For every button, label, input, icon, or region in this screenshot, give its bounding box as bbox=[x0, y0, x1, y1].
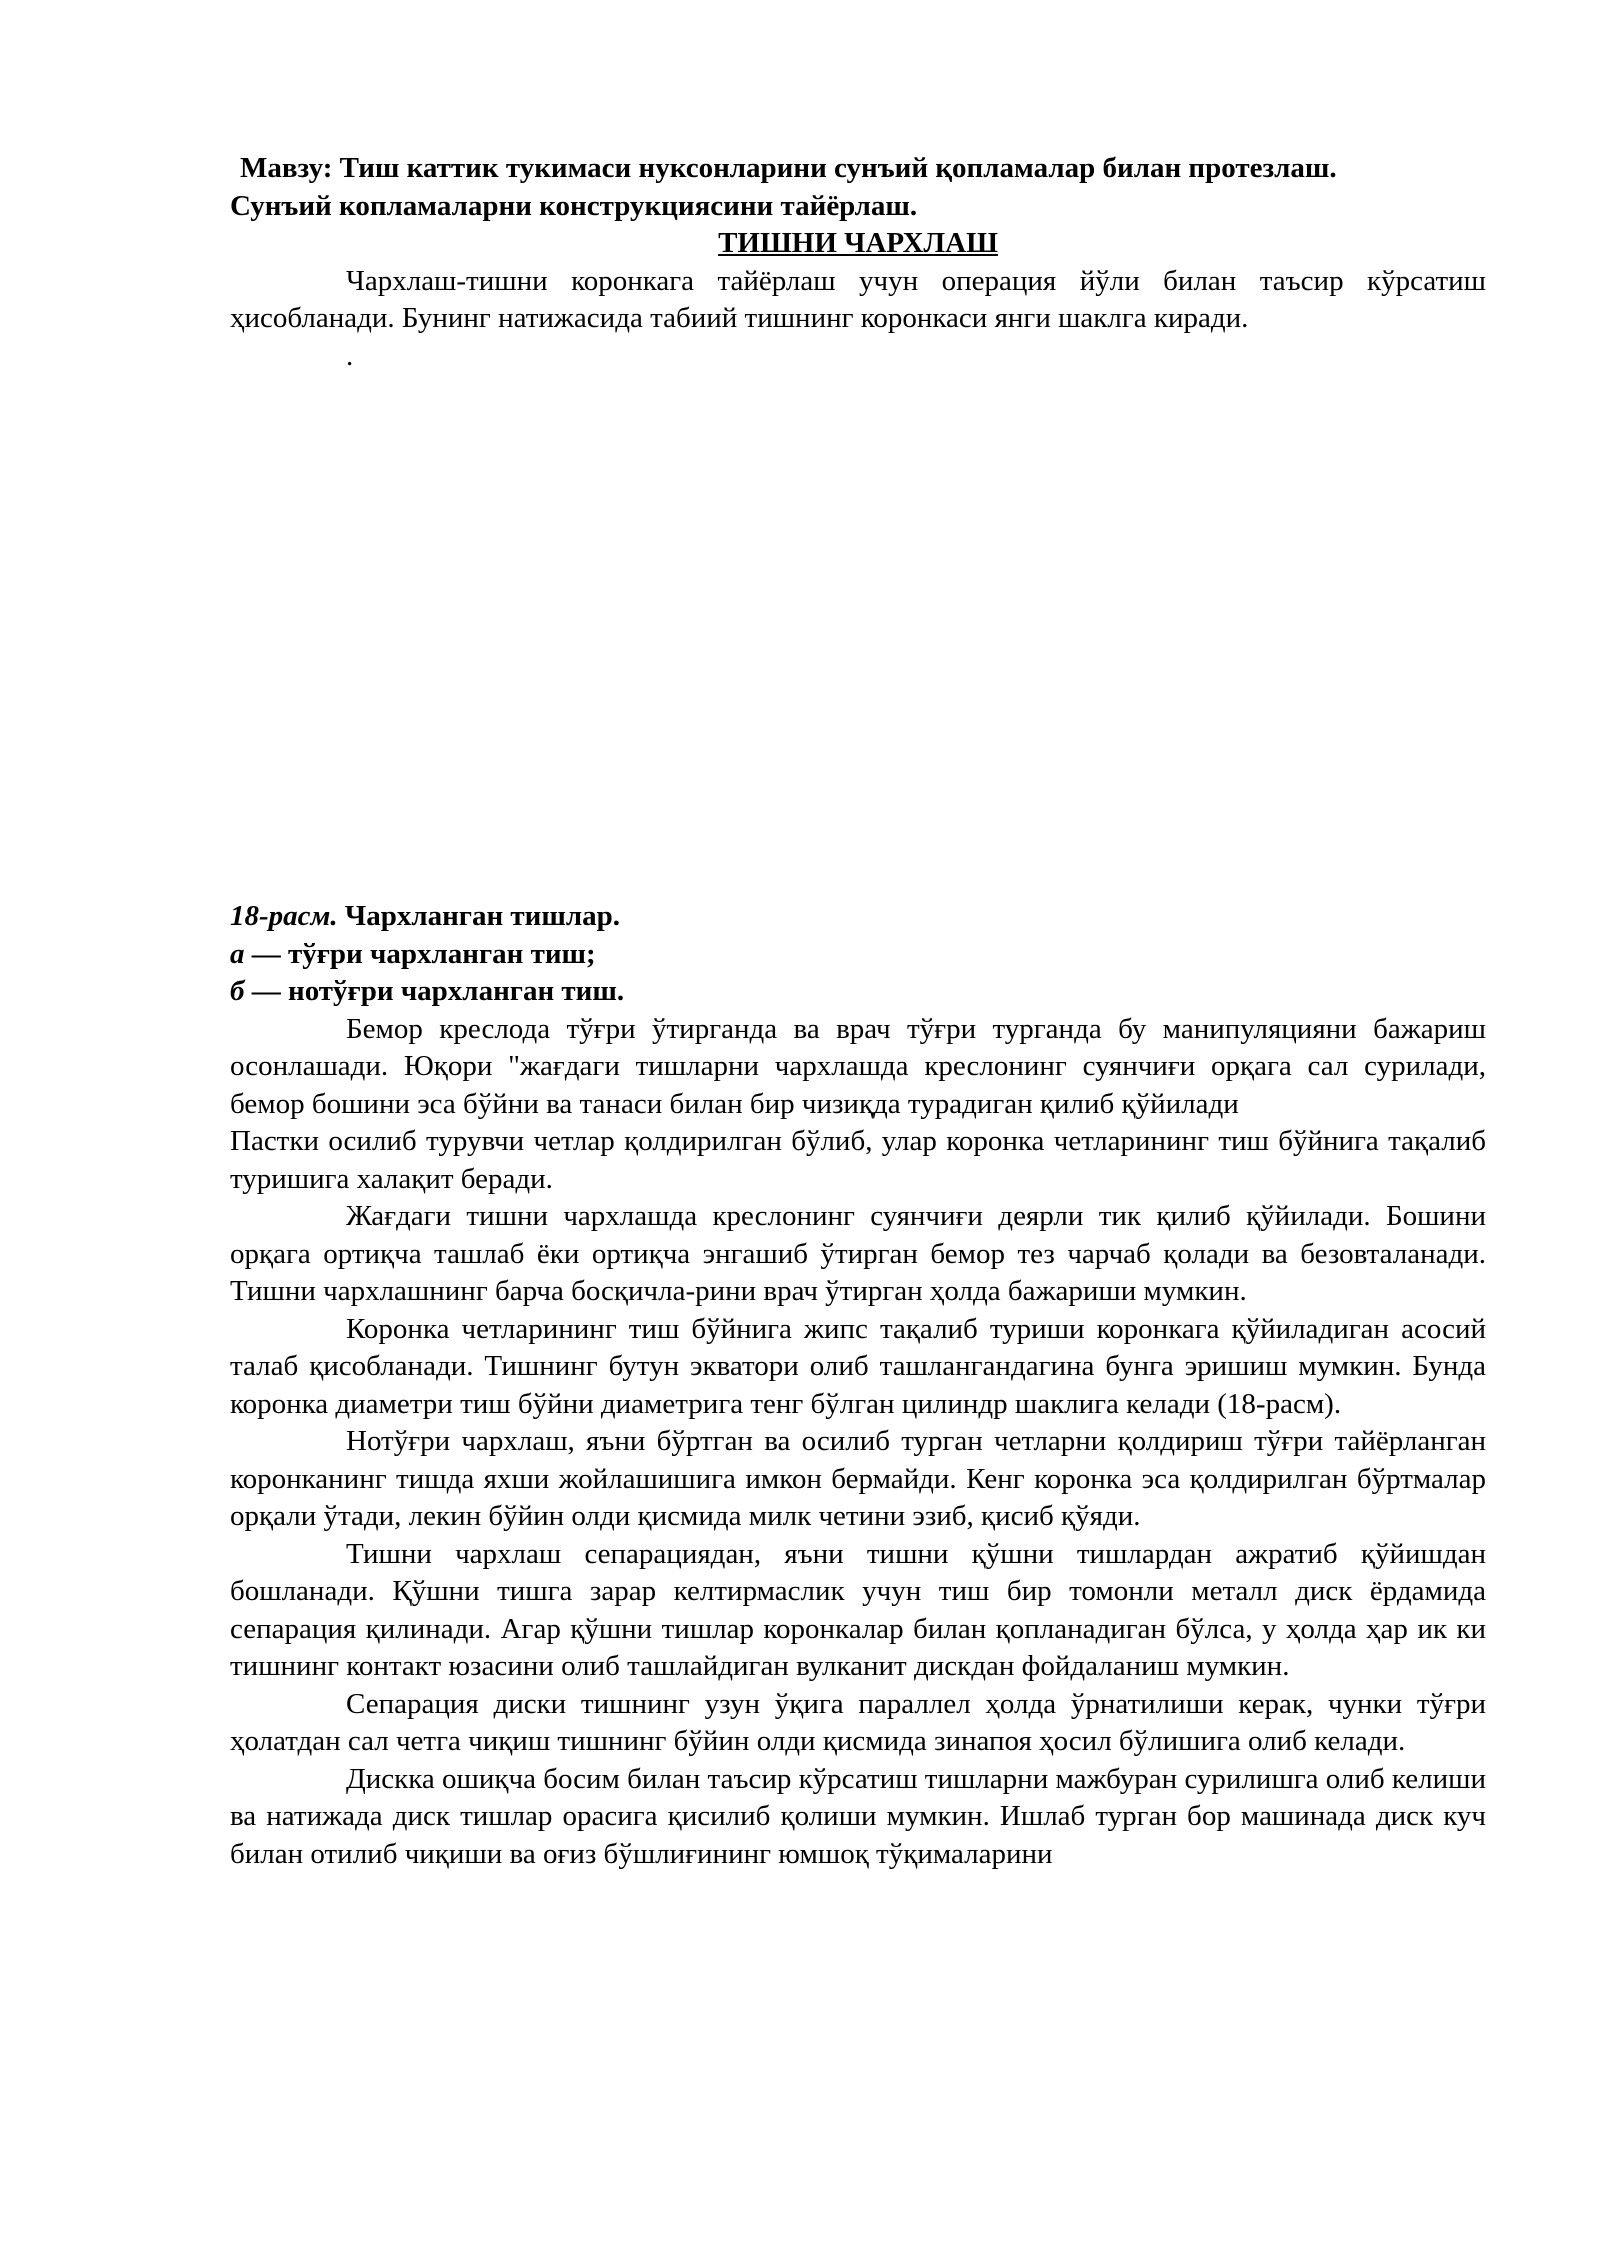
body-paragraph: Коронка четларининг тиш бўйнига жипс тақалиб туриши коронкага қўйиладиган асосий талаб қисобланади. Тишнинг бутун экватори олиб ташлангандагина бунга эришиш мумкин. Бунда коронка диаметри тиш бўйни диаметрига тенг бўлган цилиндр шаклига келади (18-расм). bbox=[230, 1312, 1486, 1420]
topic-title-line-2: Сунъий копламаларни конструкциясини тайёрлаш. bbox=[230, 189, 918, 222]
body-paragraph: Пастки осилиб турувчи четлар қолдирилган бўлиб, улар коронка четларининг тиш бўйнига тақалиб туришига халақит беради. bbox=[230, 1125, 1486, 1195]
body-paragraph: Нотўғри чархлаш, яъни бўртган ва осилиб турган четларни қолдириш тўғри тайёрланган коронканинг тишда яхши жойлашишига имкон бермайди. Кенг коронка эса қолдирилган бўртмалар орқали ўтади, лекин бўйин олди қисмида милк четини эзиб, қисиб қўяди. bbox=[230, 1425, 1486, 1532]
figure-caption-label: 18-расм. bbox=[230, 900, 338, 932]
figure-caption-item-b-text: — нотўғри чархланган тиш. bbox=[244, 975, 625, 1007]
figure-caption-item-a bbox=[230, 936, 1486, 974]
figure-caption-item-a-letter: а bbox=[230, 937, 245, 970]
intro-paragraph: Чархлаш-тишни коронкага тайёрлаш учун операция йўли билан таъсир кўрсатиш ҳисобланади. Бунинг натижасида табиий тишнинг коронкаси янги шаклга киради. bbox=[230, 264, 1486, 334]
body-paragraph: Дискка ошиқча босим билан таъсир кўрсатиш тишларни мажбуран сурилишга олиб келиши ва натижада диск тишлар орасига қисилиб қолиши мумкин. Ишлаб турган бор машинада диск куч билан отилиб чиқиши ва оғиз бўшлиғининг юмшоқ тўқималарини bbox=[230, 1762, 1486, 1870]
figure-caption-text: Чархланган тишлар. bbox=[337, 900, 621, 932]
dot-line: . bbox=[346, 339, 354, 372]
body-paragraph: Бемор креслода тўғри ўтирганда ва врач тўғри турганда бу манипуляцияни бажариш осонлашади. Юқори "жағдаги тишларни чархлашда креслонинг суянчиғи орқага сал сурилади, бемор бошини эса бўйни ва танаси билан бир чизиқда турадиган қилиб қўйилади bbox=[230, 1012, 1486, 1120]
document-content bbox=[230, 150, 1486, 1873]
figure-placeholder bbox=[230, 375, 1486, 898]
figure-caption-item-b-letter: б bbox=[230, 975, 245, 1007]
body-paragraph: Тишни чархлаш сепарациядан, яъни тишни қўшни тишлардан ажратиб қўйишдан бошланади. Қўшни тишга зарар келтирмаслик учун тиш бир томонли металл диск ёрдамида сепарация қилинади. Агар қўшни тишлар коронкалар билан қопланадиган бўлса, у ҳолда ҳар ик ки тишнинг контакт юзасини олиб ташлайдиган вулканит дискдан фойдаланиш мумкин. bbox=[230, 1537, 1486, 1682]
body-paragraph: Жағдаги тишни чархлашда креслонинг суянчиғи деярли тик қилиб қўйилади. Бошини орқага ортиқча ташлаб ёки ортиқча энгашиб ўтирган бемор тез чарчаб қолади ва безовталанади. Тишни чархлашнинг барча босқичла-рини врач ўтирган ҳолда бажариши мумкин. bbox=[230, 1200, 1486, 1307]
figure-caption-title bbox=[230, 898, 1486, 936]
figure-caption-item-a-text: — тўғри чархланган тиш; bbox=[244, 937, 596, 970]
section-heading: ТИШНИ ЧАРХЛАШ bbox=[718, 227, 998, 259]
topic-title-line-1: Мавзу: Тиш каттик тукимаси нуксонларини сунъий қопламалар билан протезлаш. bbox=[240, 152, 1337, 184]
body-paragraph: Сепарация диски тишнинг узун ўқига параллел ҳолда ўрнатилиши керак, чунки тўғри ҳолатдан сал четга чиқиш тишнинг бўйин олди қисмида зинапоя ҳосил бўлишига олиб келади. bbox=[230, 1687, 1486, 1757]
figure-caption-item-b bbox=[230, 973, 1486, 1011]
